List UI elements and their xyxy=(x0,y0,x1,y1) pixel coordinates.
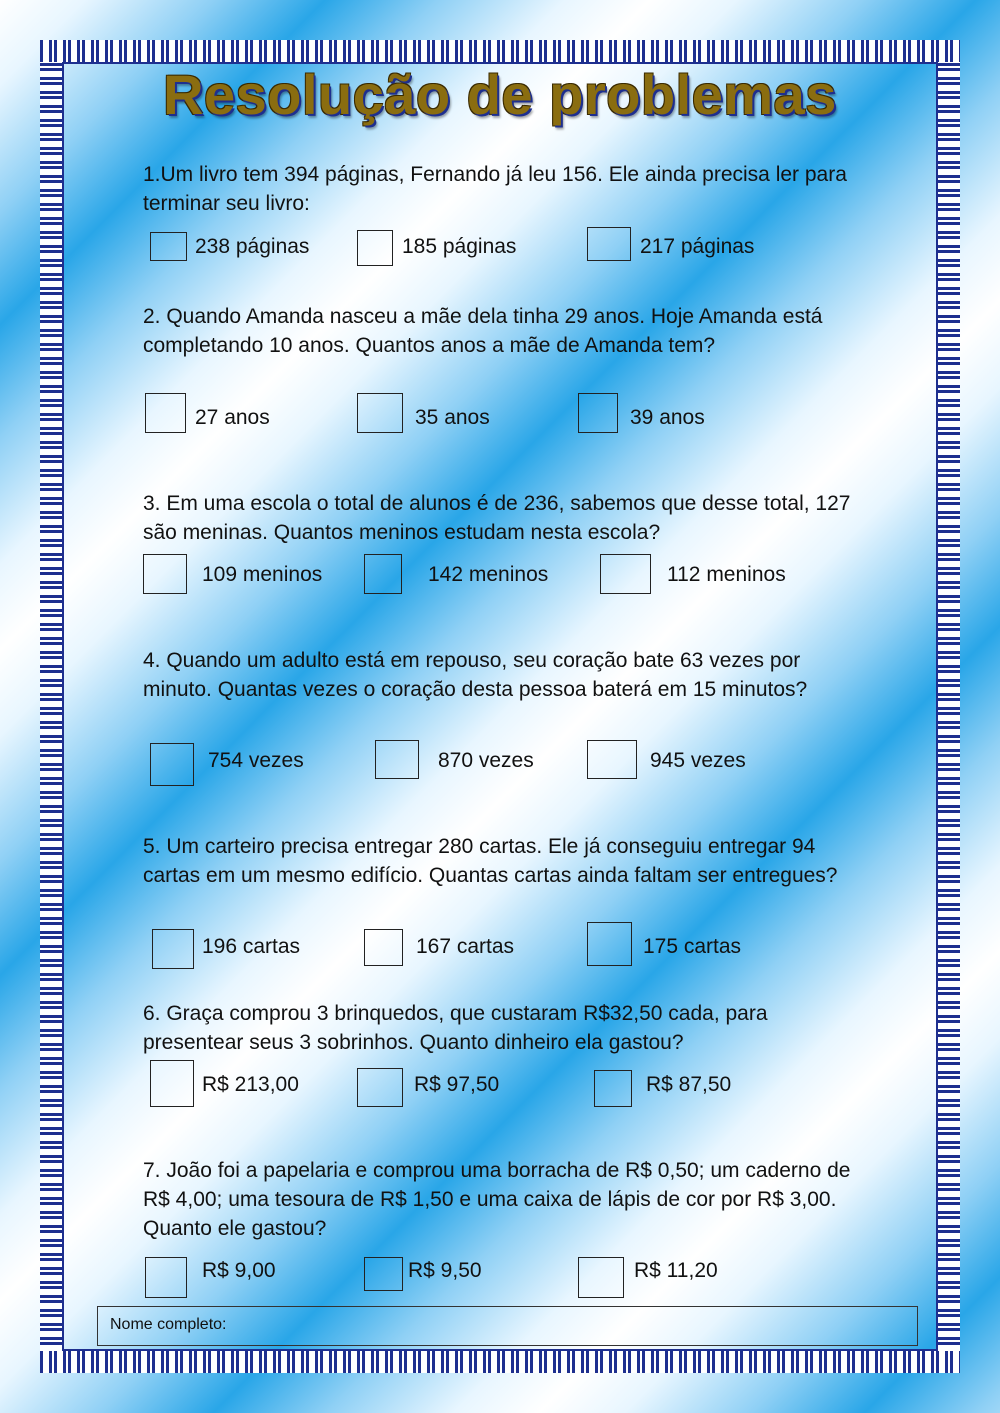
answer-checkbox[interactable] xyxy=(587,740,637,779)
answer-checkbox[interactable] xyxy=(587,227,631,261)
answer-checkbox[interactable] xyxy=(152,929,194,969)
answer-option: 754 vezes xyxy=(208,749,304,772)
answer-option: 945 vezes xyxy=(650,749,746,772)
answer-option: R$ 87,50 xyxy=(646,1073,732,1096)
answer-checkbox[interactable] xyxy=(150,232,187,261)
answer-option: 217 páginas xyxy=(640,235,755,258)
answer-checkbox[interactable] xyxy=(364,554,402,594)
answer-checkbox[interactable] xyxy=(594,1070,632,1107)
answer-option: R$ 97,50 xyxy=(414,1073,500,1096)
answer-checkbox[interactable] xyxy=(364,929,403,966)
answer-option: 870 vezes xyxy=(438,749,534,772)
answer-option: 196 cartas xyxy=(202,935,301,958)
answer-option: R$ 9,50 xyxy=(408,1259,482,1282)
answer-checkbox[interactable] xyxy=(587,922,632,966)
answer-option: 167 cartas xyxy=(416,935,515,958)
answer-checkbox[interactable] xyxy=(600,554,651,594)
question-2-text: 2. Quando Amanda nasceu a mãe dela tinha 29 anos. Hoje Amanda está completando 10 anos. Quantos anos a mãe de Amanda tem? xyxy=(143,305,823,357)
answer-checkbox[interactable] xyxy=(357,393,403,433)
answer-checkbox[interactable] xyxy=(143,554,187,594)
answer-checkbox[interactable] xyxy=(150,1060,194,1107)
full-name-label: Nome completo: xyxy=(110,1316,227,1333)
answer-option: 112 meninos xyxy=(667,563,786,586)
answer-option: R$ 213,00 xyxy=(202,1073,299,1096)
answer-checkbox[interactable] xyxy=(578,393,618,433)
answer-option: 39 anos xyxy=(630,406,705,429)
page-title: Resolução de problemas xyxy=(163,63,837,126)
answer-checkbox[interactable] xyxy=(150,743,194,786)
answer-option: R$ 11,20 xyxy=(634,1259,718,1282)
answer-checkbox[interactable] xyxy=(578,1257,624,1298)
question-4-text: 4. Quando um adulto está em repouso, seu coração bate 63 vezes por minuto. Quantas vezes o coração desta pessoa baterá em 15 minutos? xyxy=(143,649,808,701)
question-6-text: 6. Graça comprou 3 brinquedos, que custaram R$32,50 cada, para presentear seus 3 sobrinhos. Quanto dinheiro ela gastou? xyxy=(143,1002,768,1054)
question-7-text: 7. João foi a papelaria e comprou uma borracha de R$ 0,50; um caderno de R$ 4,00; uma tesoura de R$ 1,50 e uma caixa de lápis de cor por R$ 3,00. Quanto ele gastou? xyxy=(143,1159,851,1240)
question-5-text: 5. Um carteiro precisa entregar 280 cartas. Ele já conseguiu entregar 94 cartas em um mesmo edifício. Quantas cartas ainda faltam ser entregues? xyxy=(143,835,838,887)
answer-option: R$ 9,00 xyxy=(202,1259,276,1282)
answer-option: 175 cartas xyxy=(643,935,742,958)
answer-checkbox[interactable] xyxy=(145,393,186,433)
answer-checkbox[interactable] xyxy=(364,1257,403,1291)
answer-option: 238 páginas xyxy=(195,235,310,258)
answer-checkbox[interactable] xyxy=(357,230,393,266)
answer-option: 142 meninos xyxy=(428,563,549,586)
full-name-field[interactable] xyxy=(97,1306,918,1346)
answer-option: 109 meninos xyxy=(202,563,323,586)
question-1-text: 1.Um livro tem 394 páginas, Fernando já leu 156. Ele ainda precisa ler para terminar seu livro: xyxy=(143,163,847,215)
answer-checkbox[interactable] xyxy=(357,1068,403,1107)
answer-checkbox[interactable] xyxy=(145,1257,187,1298)
answer-option: 27 anos xyxy=(195,406,270,429)
answer-checkbox[interactable] xyxy=(375,740,419,779)
answer-option: 185 páginas xyxy=(402,235,517,258)
question-3-text: 3. Em uma escola o total de alunos é de 236, sabemos que desse total, 127 são meninas. Quantos meninos estudam nesta escola? xyxy=(143,492,851,544)
answer-option: 35 anos xyxy=(415,406,490,429)
